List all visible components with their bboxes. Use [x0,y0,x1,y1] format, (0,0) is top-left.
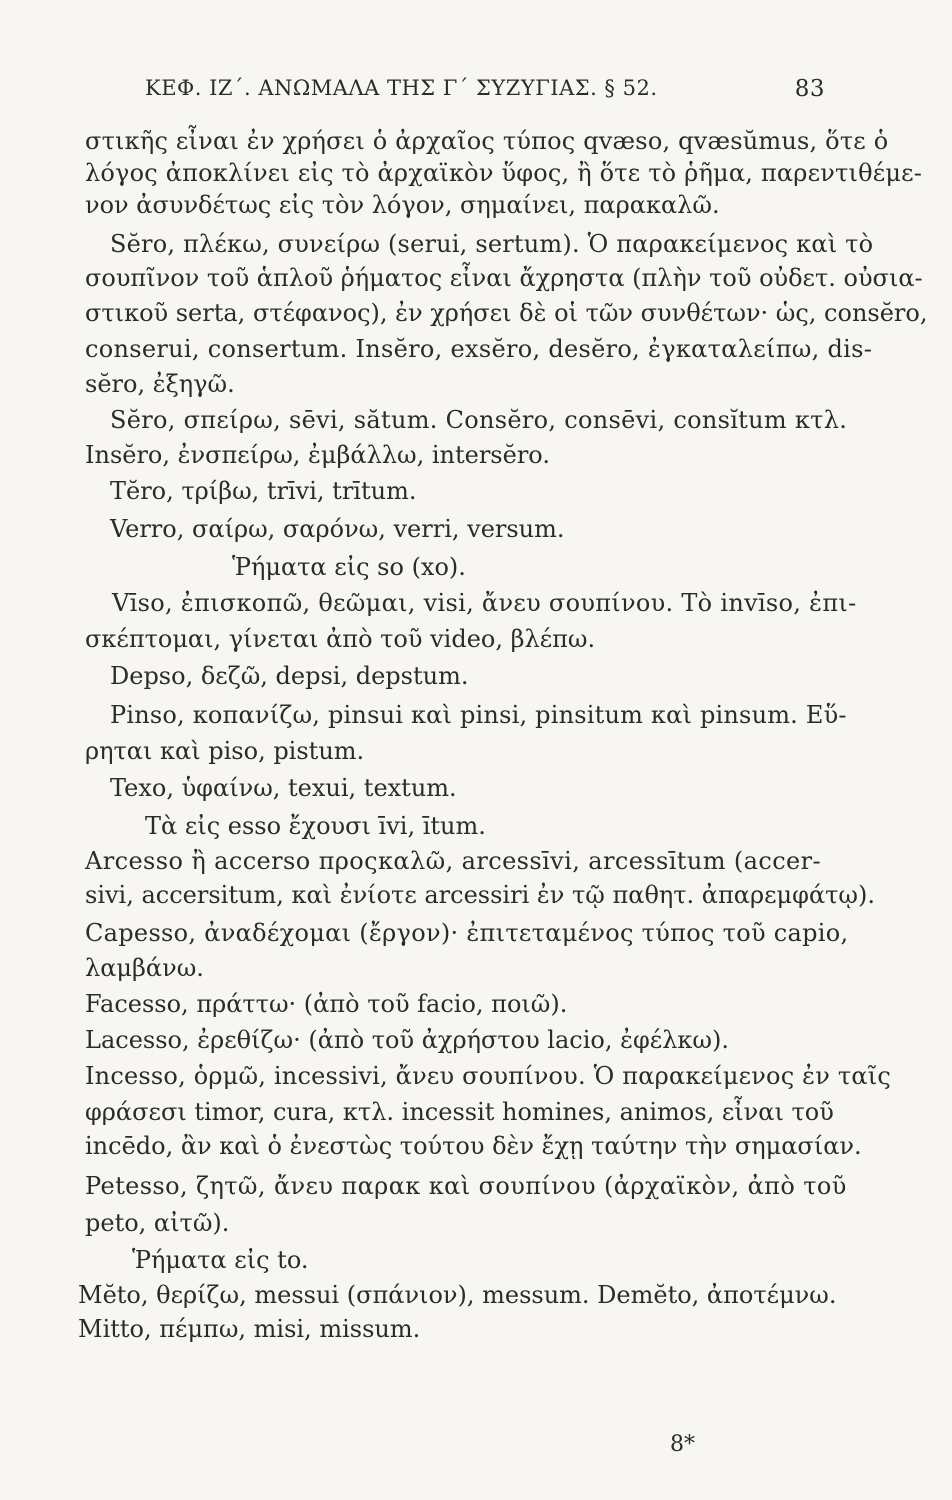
signature-mark: 8* [670,1432,695,1457]
running-header [145,76,825,110]
text-line: Tĕro, τρίβω, trīvi, trītum. [110,477,417,505]
text-line: στικοῦ serta, στέφανος), ἐν χρήσει δὲ οἱ τῶν συνθέτων· ὡς, consĕro, [85,299,928,327]
text-line: φράσεσι timor, cura, κτλ. incessit homines, animos, εἶναι τοῦ [85,1098,834,1126]
text-line: λόγος ἀποκλίνει εἰς τὸ ἀρχαϊκὸν ὕφος, ἢ ὅτε τὸ ῥῆμα, παρεντιθέμε- [85,159,923,187]
text-line: σκέπτομαι, γίνεται ἀπὸ τοῦ video, βλέπω. [85,625,596,653]
text-line: Facesso, πράττω· (ἀπὸ τοῦ facio, ποιῶ). [85,990,568,1018]
text-line: Lacesso, ἐρεθίζω· (ἀπὸ τοῦ ἀχρήστου lacio, ἐφέλκω). [85,1026,729,1054]
section-heading: Ῥήματα εἰς to. [132,1246,309,1274]
text-line: Mĕto, θερίζω, messui (σπάνιον), messum. Demĕto, ἀποτέμνω. [78,1281,837,1309]
text-line: ρηται καὶ piso, pistum. [85,737,365,765]
text-line: conserui, consertum. Insĕro, exsĕro, desĕro, ἐγκαταλείπω, dis- [85,335,873,363]
text-line: Pinso, κοπανίζω, pinsui καὶ pinsi, pinsitum καὶ pinsum. Εὕ- [110,701,847,729]
text-line: νον ἀσυνδέτως εἰς τὸν λόγον, σημαίνει, παρακαλῶ. [85,191,720,219]
page-number: 83 [794,76,825,102]
text-line: Petesso, ζητῶ, ἄνευ παρακ καὶ σουπίνου (ἀρχαϊκὸν, ἀπὸ τοῦ [85,1172,847,1200]
text-line: Incesso, ὁρμῶ, incessivi, ἄνευ σουπίνου. Ὁ παρακείμενος ἐν ταῖς [85,1062,891,1090]
text-line: Sĕro, σπείρω, sēvi, sătum. Consĕro, consēvi, consĭtum κτλ. [110,406,848,434]
text-line: Sĕro, πλέκω, συνείρω (serui, sertum). Ὁ παρακείμενος καὶ τὸ [110,230,874,258]
section-heading: Τὰ εἰς esso ἔχουσι īvi, ītum. [145,812,486,840]
text-line: incēdo, ἂν καὶ ὁ ἐνεστὼς τούτου δὲν ἔχῃ ταύτην τὴν σημασίαν. [85,1132,862,1160]
text-line: λαμβάνω. [85,954,204,982]
text-line: Verro, σαίρω, σαρόνω, verri, versum. [110,515,565,543]
text-line: sivi, accersitum, καὶ ἐνίοτε arcessiri ἐν τῷ παθητ. ἀπαρεμφάτῳ). [85,881,875,909]
text-line: σουπῖνον τοῦ ἁπλοῦ ῥήματος εἶναι ἄχρηστα (πλὴν τοῦ οὐδετ. οὐσια- [85,264,923,292]
chapter-title: ΚΕΦ. ΙΖ΄. ΑΝΩΜΑΛΑ ΤΗΣ Γ΄ ΣΥΖΥΓΙΑΣ. § 52. [145,76,658,100]
text-line: Arcesso ἢ accerso προςκαλῶ, arcessīvi, arcessītum (accer- [85,847,822,875]
text-line: Depso, δεζῶ, depsi, depstum. [110,662,469,690]
text-line: στικῆς εἶναι ἐν χρήσει ὁ ἀρχαῖος τύπος qvæso, qvæsŭmus, ὅτε ὁ [85,127,889,155]
text-line: Capesso, ἀναδέχομαι (ἔργον)· ἐπιτεταμένος τύπος τοῦ capio, [85,919,849,947]
text-line: peto, αἰτῶ). [85,1209,230,1237]
text-line: sĕro, ἐξηγῶ. [85,370,235,398]
text-line: Texo, ὑφαίνω, texui, textum. [110,774,457,802]
text-line: Insĕro, ἐνσπείρω, ἐμβάλλω, intersĕro. [85,441,550,469]
text-line: Mitto, πέμπω, misi, missum. [78,1315,421,1343]
text-line: Vīso, ἐπισκοπῶ, θεῶμαι, visi, ἄνευ σουπίνου. Τὸ invīso, ἐπι- [112,589,857,617]
section-heading: Ῥήματα εἰς so (xo). [232,553,466,581]
